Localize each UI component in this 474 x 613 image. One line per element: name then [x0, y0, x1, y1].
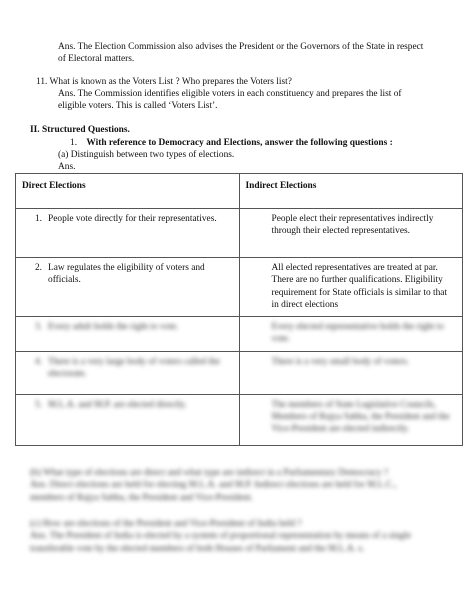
row-number: 3. — [34, 321, 42, 332]
question-c: (c) How are elections of the President and Vice-President of India held ? — [30, 519, 302, 529]
sub-question-a: (a) Distinguish between two types of elections. — [58, 150, 235, 160]
row-number: 4. — [34, 356, 42, 367]
answer-c: Ans. The President of India is elected by a system of proportional representation by means of a single transferable vote by the elected members of both Houses of Parliament and the M.L.A. s. — [30, 531, 411, 554]
answer-a-label: Ans. — [58, 162, 76, 172]
direct-cell: M.L.A. and M.P. are elected directly. — [48, 399, 187, 410]
indirect-cell: People elect their representatives indirectly through their elected representatives. — [271, 214, 434, 237]
answer-b: Ans. Direct elections are held for electing M.L.A. and M.P. Indirect elections are held for M.L.C., members of Rajya Sabha, the President and Vice-President. — [30, 480, 397, 503]
table-row — [16, 394, 463, 445]
question-11: 11. What is known as the Voters List ? Who prepares the Voters list? — [36, 77, 292, 87]
answer-10: Ans. The Election Commission also advises the President or the Governors of the State in respect of Electoral matters. — [58, 42, 424, 65]
elections-table — [15, 173, 463, 446]
subsection-number: 1. — [70, 138, 78, 148]
indirect-cell: There is a very small body of voters. — [271, 356, 409, 367]
table-row — [16, 209, 463, 258]
table-row — [16, 351, 463, 394]
blurred-question-c — [30, 518, 430, 555]
subsection-heading — [70, 137, 393, 149]
row-number: 5. — [34, 399, 42, 410]
indirect-cell: The members of State Legislative Councils, Members of Rajya Sabha, the President and the Vice-President are elected indirectly. — [271, 399, 450, 435]
section-title: II. Structured Questions. — [30, 125, 130, 135]
indirect-cell: Every elected representative holds the right to vote. — [271, 321, 444, 345]
table-row — [16, 258, 463, 317]
table-row — [16, 316, 463, 351]
question-b: (b) What type of elections are direct and what type are indirect in a Parliamentary Democracy ? — [30, 468, 388, 478]
direct-cell: Law regulates the eligibility of voters and officials. — [48, 263, 205, 286]
table-header-row — [16, 174, 463, 209]
blurred-question-b — [30, 467, 430, 504]
direct-cell: Every adult holds the right to vote. — [48, 321, 179, 332]
row-number: 1. — [34, 214, 42, 224]
subsection-title: With reference to Democracy and Elections, answer the following questions : — [86, 138, 393, 148]
answer-11: Ans. The Commission identifies eligible voters in each constituency and prepares the list of eligible voters. This is called ‘Voters List’. — [58, 89, 402, 112]
direct-cell: There is a very large body of voters called the electorate. — [48, 356, 220, 380]
direct-cell: People vote directly for their representatives. — [48, 214, 217, 224]
header-direct: Direct Elections — [16, 174, 240, 209]
indirect-cell: All elected representatives are treated at par. There are no further qualifications. Eligibility requirement for State officials is similar to that in direct elections — [271, 263, 448, 311]
header-indirect: Indirect Elections — [239, 174, 463, 209]
row-number: 2. — [34, 263, 42, 273]
